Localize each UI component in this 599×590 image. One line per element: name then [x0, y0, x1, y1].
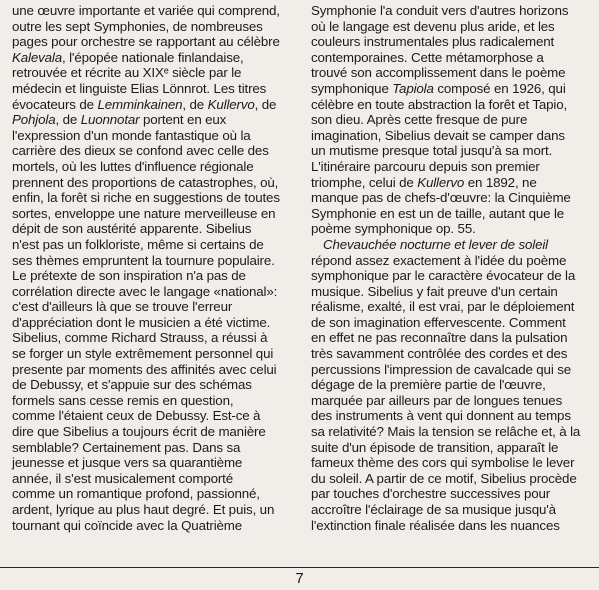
text-line	[12, 143, 298, 159]
text-line	[12, 175, 298, 191]
italic-title: Kullervo	[417, 174, 465, 190]
text-line	[12, 471, 298, 487]
text-line	[12, 50, 298, 66]
text-segment: manque pas de chefs-d'œuvre: la Cinquième	[311, 190, 571, 206]
text-line	[12, 112, 298, 128]
text-segment: comme l'étaient ceux de Debussy. Est-ce à	[12, 408, 261, 424]
text-segment: ses thèmes empruntent la tournure populaire.	[12, 252, 275, 268]
text-line	[12, 97, 298, 113]
text-segment: sa relativité? Mais la tension se relâche et, à la	[311, 424, 581, 440]
text-segment: presente par moments des affinités avec celui	[12, 361, 277, 377]
text-segment: en effet ne pas reconnaître dans la pulsation	[311, 330, 568, 346]
text-line	[311, 362, 593, 378]
text-segment: son dieu. Après cette fresque de pure	[311, 112, 528, 128]
text-segment: de Debussy, et s'appuie sur des schémas	[12, 377, 252, 393]
text-line	[12, 330, 298, 346]
text-line	[12, 159, 298, 175]
text-line	[311, 190, 593, 206]
text-segment: marquée par ailleurs par de longues tenues	[311, 392, 563, 408]
text-segment: c'est d'ailleurs là que se trouve l'erreur	[12, 299, 233, 315]
text-segment: musique. Sibelius y fait preuve d'un certain	[311, 283, 558, 299]
text-segment: prennent des proportions de catastrophes, où,	[12, 174, 279, 190]
text-line	[12, 362, 298, 378]
text-segment: contemporaines. Cette métamorphose a	[311, 49, 544, 65]
footer-rule	[0, 567, 599, 568]
text-line	[311, 65, 593, 81]
text-segment: , l'épopée nationale finlandaise,	[62, 49, 244, 65]
text-line	[12, 346, 298, 362]
text-line	[12, 34, 298, 50]
text-segment: outre les sept Symphonies, de nombreuses	[12, 18, 263, 34]
text-segment: se forger un style extrêmement personnel qui	[12, 346, 274, 362]
text-segment: un mutisme presque total jusqu'à sa mort.	[311, 143, 553, 159]
text-segment: dépit de son austérité apparente. Sibelius	[12, 221, 252, 237]
text-segment: évocateurs de	[12, 96, 98, 112]
text-line	[311, 455, 593, 471]
text-line	[311, 346, 593, 362]
text-segment: répond assez exactement à l'idée du poème	[311, 252, 567, 268]
text-line	[12, 424, 298, 440]
text-line	[311, 19, 593, 35]
text-line	[311, 159, 593, 175]
text-segment: l'expression d'un monde fantastique où la	[12, 127, 251, 143]
italic-title: Kalevala	[12, 49, 62, 65]
right-text-column	[311, 3, 593, 533]
italic-title: Chevauchée nocturne et lever de soleil	[323, 236, 548, 252]
text-line	[311, 471, 593, 487]
text-line	[311, 502, 593, 518]
text-line	[311, 97, 593, 113]
text-line	[311, 518, 593, 534]
text-segment: très savamment contrôlée des cordes et des	[311, 346, 568, 362]
text-segment: du soleil. A partir de ce motif, Sibelius procède	[311, 470, 577, 486]
text-segment: sortes, enveloppe une nature merveilleuse en	[12, 205, 276, 221]
italic-title: Tapiola	[392, 80, 434, 96]
text-segment: pages pour orchestre se rapportant au célèbre	[12, 34, 280, 50]
text-line	[12, 440, 298, 456]
text-line	[311, 34, 593, 50]
text-segment: où le langage est devenu plus aride, et les	[311, 18, 555, 34]
text-segment: en 1892, ne	[464, 174, 537, 190]
text-line	[311, 315, 593, 331]
text-line	[12, 190, 298, 206]
text-line	[311, 143, 593, 159]
text-segment: tournant qui coïncide avec la Quatrième	[12, 517, 243, 533]
text-line	[311, 284, 593, 300]
text-line	[12, 206, 298, 222]
text-line	[311, 424, 593, 440]
text-line	[311, 112, 593, 128]
text-segment: poème symphonique op. 55.	[311, 221, 476, 237]
text-segment: dégage de la première partie de l'œuvre,	[311, 377, 546, 393]
text-segment: Symphonie l'a conduit vers d'autres horizons	[311, 3, 569, 18]
text-segment: formels sans cesse remis en question,	[12, 392, 234, 408]
page-number: 7	[295, 570, 304, 587]
text-line	[12, 393, 298, 409]
text-line	[311, 206, 593, 222]
text-line	[12, 268, 298, 284]
text-segment: année, il s'est musicalement comporté	[12, 470, 233, 486]
text-segment: trouvé son accomplissement dans le poème	[311, 65, 566, 81]
text-line	[12, 408, 298, 424]
text-segment: composé en 1926, qui	[433, 80, 566, 96]
text-line	[12, 19, 298, 35]
text-segment: corrélation directe avec le langage «national»:	[12, 283, 278, 299]
text-segment: une œuvre importante et variée qui comprend,	[12, 3, 280, 18]
text-line	[12, 128, 298, 144]
text-line	[12, 502, 298, 518]
text-segment: dire que Sibelius a toujours écrit de manière	[12, 424, 266, 440]
text-segment: , de	[182, 96, 208, 112]
text-segment: triomphe, celui de	[311, 174, 418, 190]
text-segment: médecin et linguiste Elias Lönnrot. Les titres	[12, 80, 267, 96]
text-segment: L'itinéraire parcouru depuis son premier	[311, 158, 540, 174]
text-segment: fameux thème des cors qui symbolise le lever	[311, 455, 575, 471]
text-line	[311, 268, 593, 284]
text-segment: de son imagination effervescente. Comment	[311, 314, 566, 330]
text-line	[311, 408, 593, 424]
text-line	[12, 81, 298, 97]
text-segment: mortels, où les luttes d'influence régionale	[12, 158, 254, 174]
text-segment: enfin, la forêt si riche en suggestions de toutes	[12, 190, 280, 206]
text-segment: accroître l'éclairage de sa musique jusqu'à	[311, 502, 556, 517]
text-line	[311, 299, 593, 315]
italic-title: Kullervo	[207, 96, 255, 112]
text-segment: n'est pas un folkloriste, même si certains de	[12, 236, 264, 252]
text-segment: symphonique par le caractère évocateur de la	[311, 268, 576, 284]
italic-title: Luonnotar	[80, 112, 140, 128]
text-line	[311, 81, 593, 97]
text-segment: , de	[55, 112, 81, 128]
text-line	[311, 486, 593, 502]
text-line	[311, 253, 593, 269]
text-line	[311, 377, 593, 393]
text-segment: réalisme, exalté, il est vrai, par le déploiement	[311, 299, 575, 315]
text-line	[311, 3, 593, 19]
text-segment: percussions l'impression de cavalcade qui se	[311, 361, 571, 377]
text-segment: retrouvée et récrite au XIXᵉ siècle par le	[12, 65, 242, 81]
text-line	[12, 65, 298, 81]
text-line	[12, 284, 298, 300]
text-line	[12, 3, 298, 19]
text-segment: d'appréciation dont le musicien a été victime.	[12, 314, 271, 330]
text-line	[311, 237, 593, 253]
text-segment: Sibelius, comme Richard Strauss, a réussi à	[12, 330, 268, 346]
text-segment: ardent, lyrique au plus haut degré. Et puis, un	[12, 502, 275, 517]
italic-title: Lemminkainen	[97, 96, 183, 112]
text-line	[311, 175, 593, 191]
text-segment: carrière des dieux se confond avec celle des	[12, 143, 269, 159]
text-line	[311, 393, 593, 409]
text-line	[311, 221, 593, 237]
text-segment: jeunesse et jusque vers sa quarantième	[12, 455, 243, 471]
italic-title: Pohjola	[12, 112, 56, 128]
text-line	[311, 128, 593, 144]
text-segment: , de	[254, 96, 277, 112]
text-segment: comme un romantique profond, passionné,	[12, 486, 260, 502]
text-segment: suite d'un épisode de transition, apparaît le	[311, 439, 559, 455]
text-line	[311, 440, 593, 456]
text-segment: couleurs instrumentales plus radicalement	[311, 34, 555, 50]
text-segment: symphonique	[311, 80, 393, 96]
text-line	[12, 518, 298, 534]
text-segment: portent en eux	[139, 112, 227, 128]
text-line	[12, 221, 298, 237]
text-line	[12, 299, 298, 315]
text-line	[12, 315, 298, 331]
text-segment: imagination, Sibelius devait se camper dans	[311, 127, 565, 143]
text-line	[12, 455, 298, 471]
text-line	[12, 253, 298, 269]
text-segment: par touches d'orchestre successives pour	[311, 486, 551, 502]
text-segment: Symphonie en est un de taille, autant que le	[311, 205, 565, 221]
text-line	[12, 377, 298, 393]
text-line	[311, 50, 593, 66]
text-line	[311, 330, 593, 346]
text-line	[12, 486, 298, 502]
text-segment: semblable? Certainement pas. Dans sa	[12, 439, 241, 455]
left-text-column	[12, 3, 298, 533]
text-segment: célèbre en toute abstraction la forêt et Tapio,	[311, 96, 568, 112]
text-segment: l'extinction finale réalisée dans les nuances	[311, 517, 560, 533]
text-line	[12, 237, 298, 253]
text-segment: Le prétexte de son inspiration n'a pas de	[12, 268, 246, 284]
text-segment: des instruments à vent qui donnent au temps	[311, 408, 571, 424]
